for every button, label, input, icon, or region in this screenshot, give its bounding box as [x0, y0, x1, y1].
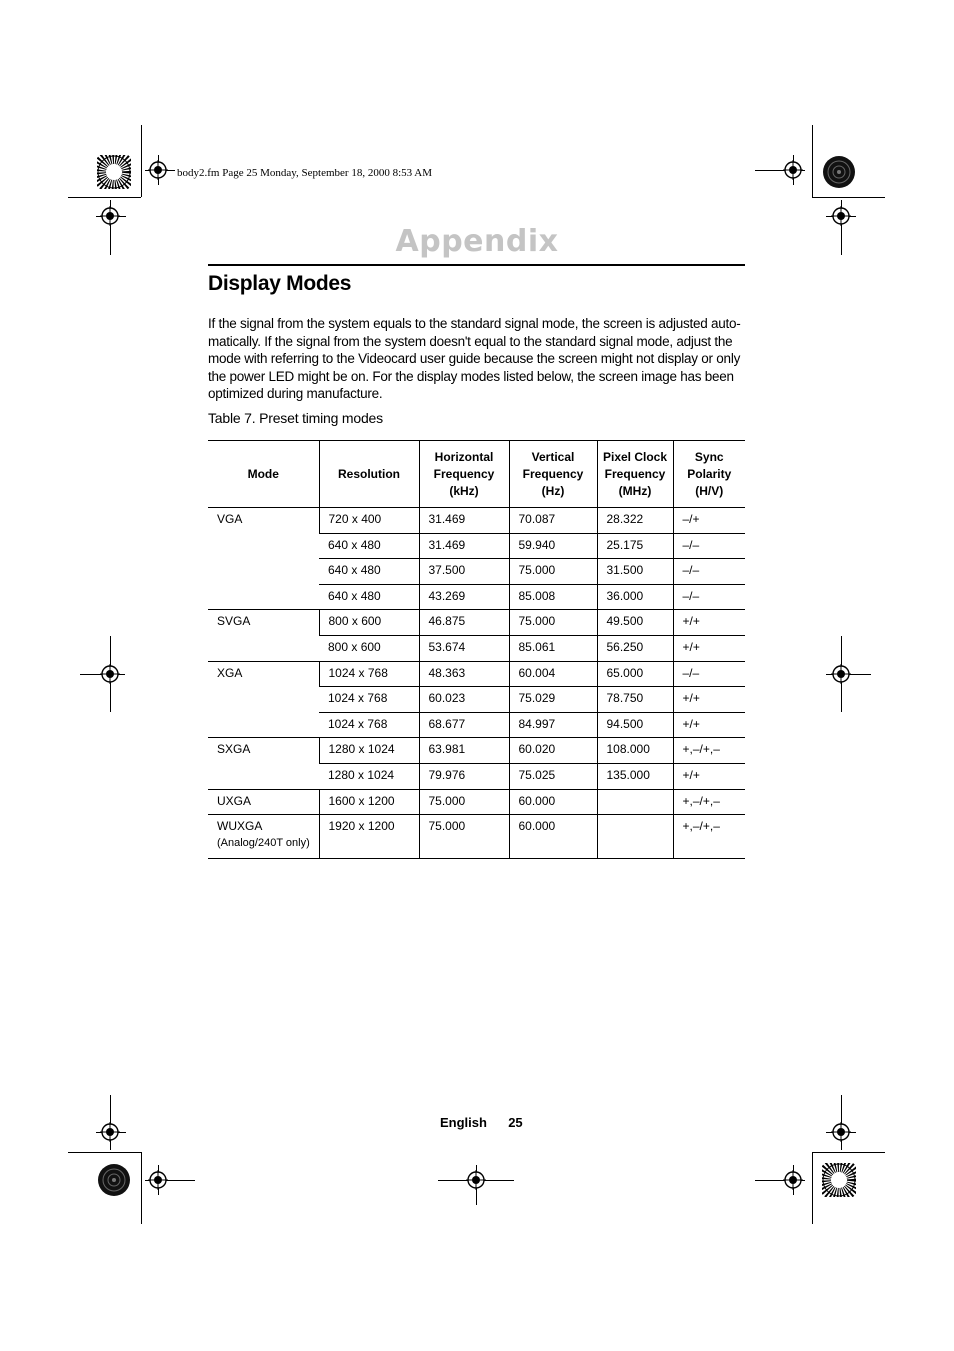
table-row [208, 789, 745, 815]
horizontal-frequency-cell: 75.000 [419, 815, 509, 859]
pixel-clock-cell: 25.175 [597, 533, 673, 559]
resolution-cell: 1600 x 1200 [319, 789, 419, 815]
horizontal-frequency-cell: 46.875 [419, 610, 509, 636]
horizontal-frequency-cell: 79.976 [419, 763, 509, 789]
crop-mark [812, 1152, 885, 1153]
header-rule [208, 264, 745, 266]
sync-polarity-cell: –/+ [673, 508, 745, 534]
table-row [208, 508, 745, 534]
resolution-cell: 1024 x 768 [319, 687, 419, 713]
vertical-frequency-cell: 60.000 [509, 815, 597, 859]
page-header-title: Appendix [395, 224, 559, 259]
resolution-cell: 1280 x 1024 [319, 763, 419, 789]
pixel-clock-cell [597, 789, 673, 815]
body-paragraph [208, 315, 745, 403]
column-header-horizontal-frequency: Horizontal Frequency (kHz) [419, 441, 509, 508]
vertical-frequency-cell: 70.087 [509, 508, 597, 534]
registration-target-icon [148, 1170, 168, 1190]
registration-target-icon [831, 206, 851, 226]
resolution-cell: 1280 x 1024 [319, 738, 419, 764]
crop-mark [812, 1152, 813, 1224]
pixel-clock-cell: 94.500 [597, 712, 673, 738]
resolution-cell: 800 x 600 [319, 635, 419, 661]
resolution-cell: 640 x 480 [319, 533, 419, 559]
mode-cell: SVGA [208, 610, 319, 661]
starburst-target-icon [97, 1163, 131, 1197]
crop-mark [68, 1152, 141, 1153]
mode-cell: XGA [208, 661, 319, 738]
vertical-frequency-cell: 60.004 [509, 661, 597, 687]
pixel-clock-cell: 36.000 [597, 584, 673, 610]
pixel-clock-cell: 108.000 [597, 738, 673, 764]
column-header-sync-polarity: Sync Polarity (H/V) [673, 441, 745, 508]
crop-mark [812, 197, 885, 198]
vertical-frequency-cell: 75.029 [509, 687, 597, 713]
pixel-clock-cell: 28.322 [597, 508, 673, 534]
resolution-cell: 640 x 480 [319, 559, 419, 585]
file-info: body2.fm Page 25 Monday, September 18, 2000 8:53 AM [177, 167, 433, 179]
horizontal-frequency-cell: 48.363 [419, 661, 509, 687]
horizontal-frequency-cell: 53.674 [419, 635, 509, 661]
starburst-target-icon [822, 155, 856, 189]
horizontal-frequency-cell: 31.469 [419, 533, 509, 559]
pixel-clock-cell: 135.000 [597, 763, 673, 789]
resolution-cell: 720 x 400 [319, 508, 419, 534]
resolution-cell: 640 x 480 [319, 584, 419, 610]
table-caption: Table 7. Preset timing modes [208, 410, 383, 426]
vertical-frequency-cell: 75.000 [509, 559, 597, 585]
paragraph-line: mode with referring to the Videocard user guide because the screen might not display or only [208, 351, 741, 367]
table-header-row [208, 441, 745, 508]
footer-language: English [440, 1115, 487, 1130]
horizontal-frequency-cell: 37.500 [419, 559, 509, 585]
sync-polarity-cell: –/– [673, 661, 745, 687]
sync-polarity-cell: +/+ [673, 763, 745, 789]
crop-mark [68, 197, 141, 198]
pixel-clock-cell: 78.750 [597, 687, 673, 713]
mode-cell: VGA [208, 508, 319, 610]
sync-polarity-cell: +/+ [673, 635, 745, 661]
starburst-target-icon [822, 1163, 856, 1197]
paragraph-line: optimized during manufacture. [208, 386, 383, 402]
crop-mark [141, 125, 142, 197]
pixel-clock-cell [597, 815, 673, 859]
table-row [208, 610, 745, 636]
pixel-clock-cell: 56.250 [597, 635, 673, 661]
page-number: 25 [508, 1115, 523, 1130]
sync-polarity-cell: +,–/+,– [673, 815, 745, 859]
page-footer [440, 1115, 523, 1130]
column-header-resolution: Resolution [319, 441, 419, 508]
crop-mark [812, 125, 813, 197]
table-row [208, 815, 745, 859]
vertical-frequency-cell: 75.000 [509, 610, 597, 636]
section-title: Display Modes [208, 272, 352, 295]
sync-polarity-cell: –/– [673, 559, 745, 585]
registration-target-icon [100, 1122, 120, 1142]
horizontal-frequency-cell: 75.000 [419, 789, 509, 815]
registration-target-icon [100, 206, 120, 226]
registration-target-icon [831, 664, 851, 684]
paragraph-line: the power LED might be on. For the display modes listed below, the screen image has been [208, 368, 734, 384]
pixel-clock-cell: 65.000 [597, 661, 673, 687]
registration-target-icon [100, 664, 120, 684]
horizontal-frequency-cell: 43.269 [419, 584, 509, 610]
paragraph-line: If the signal from the system equals to the standard signal mode, the screen is adjusted auto- [208, 316, 741, 331]
resolution-cell: 800 x 600 [319, 610, 419, 636]
sync-polarity-cell: +,–/+,– [673, 789, 745, 815]
vertical-frequency-cell: 59.940 [509, 533, 597, 559]
vertical-frequency-cell: 84.997 [509, 712, 597, 738]
column-header-vertical-frequency: Vertical Frequency (Hz) [509, 441, 597, 508]
pixel-clock-cell: 49.500 [597, 610, 673, 636]
registration-target-icon [783, 160, 803, 180]
mode-cell: UXGA [208, 789, 319, 815]
sync-polarity-cell: +/+ [673, 687, 745, 713]
table-row [208, 661, 745, 687]
paragraph-line: matically. If the signal from the system doesn't equal to the standard signal mode, adjust the [208, 333, 733, 349]
horizontal-frequency-cell: 31.469 [419, 508, 509, 534]
resolution-cell: 1024 x 768 [319, 661, 419, 687]
sync-polarity-cell: +/+ [673, 712, 745, 738]
horizontal-frequency-cell: 68.677 [419, 712, 509, 738]
vertical-frequency-cell: 85.061 [509, 635, 597, 661]
sync-polarity-cell: –/– [673, 584, 745, 610]
resolution-cell: 1024 x 768 [319, 712, 419, 738]
column-header-mode: Mode [208, 441, 319, 508]
mode-note: (Analog/240T only) [217, 837, 310, 850]
resolution-cell: 1920 x 1200 [319, 815, 419, 859]
vertical-frequency-cell: 75.025 [509, 763, 597, 789]
column-header-pixel-clock: Pixel Clock Frequency (MHz) [597, 441, 673, 508]
vertical-frequency-cell: 60.020 [509, 738, 597, 764]
mode-label: WUXGA [217, 819, 263, 834]
pixel-clock-cell: 31.500 [597, 559, 673, 585]
registration-target-icon [831, 1122, 851, 1142]
horizontal-frequency-cell: 63.981 [419, 738, 509, 764]
vertical-frequency-cell: 85.008 [509, 584, 597, 610]
mode-cell [208, 815, 319, 859]
registration-target-icon [466, 1170, 486, 1190]
sync-polarity-cell: +,–/+,– [673, 738, 745, 764]
mode-cell: SXGA [208, 738, 319, 789]
starburst-target-icon [97, 155, 131, 189]
registration-target-icon [148, 160, 168, 180]
vertical-frequency-cell: 60.000 [509, 789, 597, 815]
timing-modes-table [208, 440, 745, 859]
registration-target-icon [783, 1170, 803, 1190]
sync-polarity-cell: –/– [673, 533, 745, 559]
crop-mark [141, 1152, 142, 1224]
table-row [208, 738, 745, 764]
horizontal-frequency-cell: 60.023 [419, 687, 509, 713]
sync-polarity-cell: +/+ [673, 610, 745, 636]
